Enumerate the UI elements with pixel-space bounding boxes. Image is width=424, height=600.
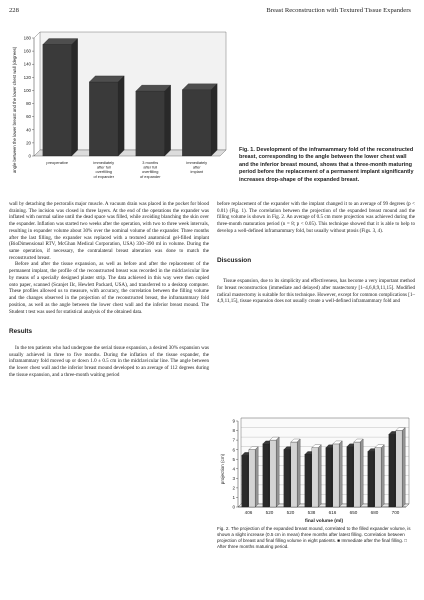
figure-2-bar-series-2-front (249, 450, 255, 507)
figure-2-bar-series-2 (312, 445, 321, 507)
figure-1-bar-side (165, 85, 171, 156)
figure-2-x-tick-label: 700 (391, 510, 400, 515)
figure-2-bar-series-2-side (381, 445, 384, 507)
left-paragraph-1: wall by detaching the pectoralis major muscle. A vacuum drain was placed in the pocket for blood draining. The incision was closed in three layers. At the end of the operations the expander was inflated with normal saline until the dead space was filled, while avoiding blanching the skin over the expander. Inflation was started two weeks after the operation, with two to three week intervals, resulting in expander volume about 30% over the nominal volume of the expander. Three months after the last filling, the expander was replaced with a textured anatomical gel-filled implant (BioDimensional RTV, McGhan Medical Corporation, USA) 330–390 ml in volume. During the same operation, if necessary, the contralateral breast alteration was done to match the reconstructed breast. (9, 201, 209, 261)
figure-2-bar-series-1-front (305, 454, 311, 507)
figure-2-bar-series-1-front (263, 444, 269, 507)
figure-1-bar-front (136, 91, 165, 156)
figure-1-bar-chart (8, 28, 234, 188)
figure-2-bar-series-2-side (339, 441, 342, 507)
figure-2-bar-series-2-front (270, 440, 276, 507)
figure-1-bar-front (89, 82, 118, 156)
figure-2-y-tick-label: 4 (232, 466, 235, 472)
left-column (9, 201, 209, 379)
figure-2-x-tick-label: 616 (328, 510, 337, 515)
figure-1-x-tick-label-line: preoperative (46, 160, 69, 165)
figure-2-bar-series-2-front (396, 431, 402, 507)
figure-2-bar-series-2 (354, 439, 363, 507)
figure-2-y-tick-label: 0 (232, 504, 235, 510)
figure-1-bar-side (72, 39, 78, 156)
right-paragraph-1: before replacement of the expander with the implant changed it to an average of 99 degrees (p < 0.01) (Fig. 1). The correlation between the projection of the expanded breast mound and the filling volume is shown in Fig. 2. An average of 0.5 cm more projection was achieved during the three-month maturation period (n = 8; p < 0.05). This technique showed that it is able to help to develop a well-defined inframammary fold, but usually without ptosis (Figs. 3, 4). (217, 201, 415, 234)
figure-2-y-tick-label: 2 (232, 485, 235, 491)
figure-1-x-tick-labels (46, 160, 207, 179)
figure-2-y-tick-label: 9 (232, 418, 235, 424)
figure-2-bar-series-2-front (333, 444, 339, 507)
figure-2-y-axis-label: projection (cm) (220, 453, 225, 485)
figure-2-x-tick-label: 650 (349, 510, 358, 515)
figure-2-x-tick-label: 406 (244, 510, 253, 515)
figure-2-bar-series-2 (270, 437, 279, 507)
figure-1-bar (89, 76, 124, 156)
discussion-heading: Discussion (217, 256, 252, 264)
figure-1-x-tick-label-line: implant (190, 169, 204, 175)
figure-2-bar-series-2-front (375, 448, 381, 507)
figure-1-x-tick-label-line: immediately (93, 160, 115, 165)
figure-1-axis-depth-line (34, 32, 40, 38)
figure-1-x-tick-label-line: after full (143, 164, 158, 170)
figure-1-y-tick-label: 0 (28, 153, 31, 159)
figure-1-y-tick-label: 60 (26, 114, 31, 120)
figure-2-y-tick-label: 6 (232, 447, 235, 453)
figure-1-bar (43, 39, 78, 156)
figure-1-y-tick-label: 20 (26, 140, 31, 146)
right-column (217, 201, 415, 305)
figure-1-bar-front (43, 45, 72, 156)
figure-2-y-tick-label: 1 (232, 495, 235, 501)
figure-2-bar-series-1-front (242, 455, 248, 507)
figure-1-y-tick-label: 40 (26, 127, 31, 133)
figure-2-bar-series-2-side (276, 437, 279, 507)
figure-2-bar-series-1-front (284, 450, 290, 507)
figure-1-caption: Fig. 1. Development of the inframammary fold of the reconstructed breast, corresponding to the angle between the lower chest wall and the inferior breast mound, shows that a three-month maturing period before the replacement of a permanent implant significantly increases drop-shape of the expanded breast. (239, 147, 414, 183)
figure-2-bar-series-2-front (312, 448, 318, 507)
figure-2-bar-series-2-front (291, 442, 297, 507)
figure-2-y-ticks (232, 419, 238, 510)
figure-1-y-axis-label: angle between the lower breast and the lower chest wall (degrees) (12, 46, 17, 174)
figure-1-bar-front (182, 90, 211, 156)
figure-2-bar-series-2-side (318, 445, 321, 507)
figure-1-bar-side (118, 76, 124, 156)
figure-2-x-tick-labels (245, 510, 400, 515)
figure-1-x-tick-label-line: of expander (139, 173, 161, 179)
figure-1-y-tick-label: 80 (26, 101, 31, 107)
figure-1-x-tick-label-line: of expander (93, 173, 115, 179)
figure-2-y-tick-label: 3 (232, 475, 235, 481)
figure-2-x-tick-label: 520 (265, 510, 274, 515)
figure-1-y-ticks (24, 36, 34, 159)
left-paragraph-2: Before and after the tissue expansion, as well as before and after the replacement of the permanent implant, the profile of the reconstructed breast was recorded in the midclavicular line by means of a specially designed plaster strip. The data achieved in this way were then copied onto paper, scanned (Scanjet IIc, Hewlett Packard, USA), and transferred to a desktop computer. These profiles allowed us to measure, with accuracy, the correlation between the filling volume and the changes observed in the projection of the reconstructed breast, the inframammary fold position, as well as the angle between the lower chest wall and the inferior breast mound. The Student t test was used for statistical analysis of the obtained data. (9, 261, 209, 315)
figure-1-x-tick-label (186, 160, 207, 174)
figure-2-bar-series-1-front (368, 452, 374, 507)
figure-1-y-axis-label-group (12, 46, 17, 173)
figure-1-y-tick-label: 100 (23, 87, 31, 93)
figure-1-x-tick-label-line: immediately (186, 160, 208, 165)
figure-1-x-tick-label-line: 3 months (142, 160, 159, 165)
figure-2-bar-series-2-side (360, 439, 363, 507)
figure-1-x-tick-label-line: after full (96, 164, 111, 170)
figure-1-y-tick-label: 160 (23, 48, 31, 54)
figure-2-bar-series-2 (375, 445, 384, 507)
figure-2-bar-series-2 (291, 439, 300, 507)
figure-1-bar (136, 85, 171, 156)
left-paragraph-3: In the ten patients who had undergone the serial tissue expansion, a desired 30% expansion was usually achieved in three to five months. During the inflation of the tissue expander, the inframammary fold moved up or down 1.0 ± 0.5 cm in the midclavicular line. The angle between the lower chest wall and the inferior breast mound developed to an average of 112 degrees during the tissue expansion, and a three-month waiting period (9, 344, 209, 378)
figure-2-y-tick-label: 7 (232, 437, 235, 443)
figure-1-x-tick-label (93, 160, 114, 179)
figure-2-x-tick-label: 538 (307, 510, 316, 515)
figure-2-bar-series-2-front (354, 442, 360, 507)
figure-2-bar-series-1-front (347, 447, 353, 507)
right-paragraph-2: Tissue expansion, due to its simplicity and effectiveness, has become a very important method for breast reconstruction (immediate and delayed) after mastectomy [1–4,6,8,9,11,15]. Modified radical mastectomy is suitable for this technique. However, except for common complications [1–4,9,11,15], tissue expansion does not usually create a well-defined inframammary fold and (217, 278, 415, 305)
figure-1-bar (182, 84, 217, 156)
figure-2-x-tick-label: 520 (286, 510, 295, 515)
figure-1-x-tick-label-line: overfilling (95, 169, 112, 175)
page-number: 228 (9, 7, 19, 14)
figure-2-y-tick-label: 5 (232, 456, 235, 462)
figure-2-bar-series-1-front (389, 434, 395, 507)
figure-2-bar-series-2-side (402, 428, 405, 507)
figure-2-bar-series-2 (333, 441, 342, 507)
figure-1-x-tick-label (46, 160, 68, 165)
figure-1-bar-side (211, 84, 217, 156)
figure-2-bar-chart (216, 413, 416, 525)
figure-1-y-tick-label: 120 (23, 74, 31, 80)
figure-2-bar-series-2 (396, 428, 405, 507)
running-title: Breast Reconstruction with Textured Tissue Expanders (266, 7, 411, 14)
figure-1-x-tick-label-line: overfilling (142, 169, 159, 175)
figure-2-x-tick-label: 680 (370, 510, 379, 515)
figure-1-y-tick-label: 140 (23, 61, 31, 67)
figure-2-bar-series-2 (249, 447, 258, 507)
figure-2-bar-series-1-front (326, 448, 332, 507)
figure-1-x-tick-label (140, 160, 161, 179)
figure-2-bar-series-2-side (297, 439, 300, 507)
results-heading: Results (9, 328, 33, 336)
figure-1-y-tick-label: 180 (23, 35, 31, 41)
figure-2-y-tick-label: 8 (232, 428, 235, 434)
figure-2-caption: Fig. 2. The projection of the expanded breast mound, correlated to the filled expander volume, is shown a slight increase (0.5 cm in mean) three months after latest filling. Correlation between projection of breast and final filling volume in eight patients. ■ Immediate after the final filling. □ After three months maturing period. (217, 526, 411, 549)
figure-2-bar-series-2-side (255, 447, 258, 507)
figure-2-x-axis-label: final volume (ml) (304, 519, 344, 524)
figure-1-x-tick-label-line: after (192, 164, 201, 170)
